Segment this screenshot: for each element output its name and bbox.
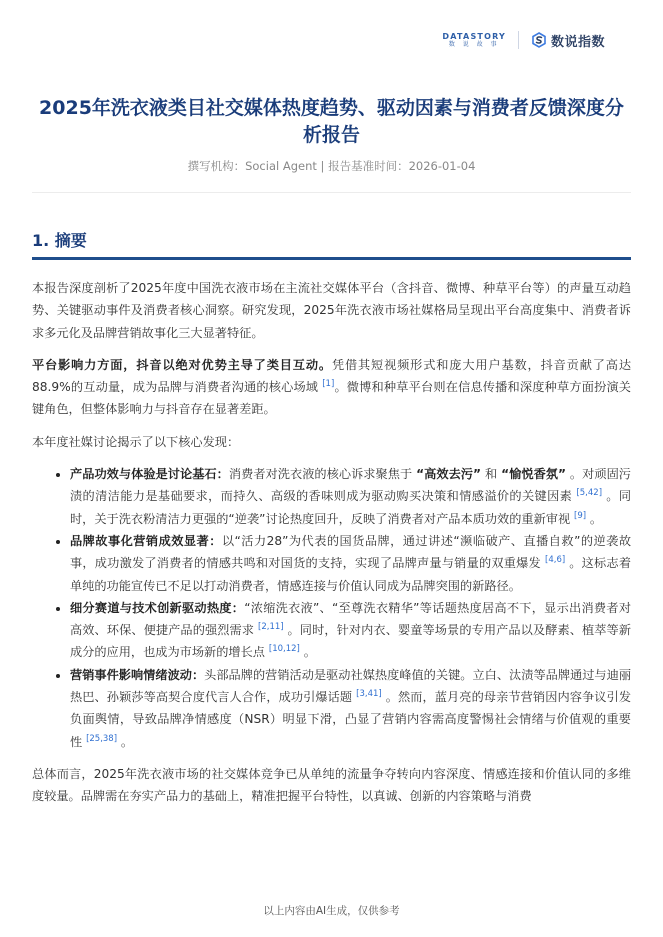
findings-list: [32, 463, 631, 753]
report-title: 2025年洗衣液类目社交媒体热度趋势、驱动因素与消费者反馈深度分析报告: [39, 97, 624, 146]
finding-text: 。对顽固污渍的清洁能力是基础要求，而持久、高级的香味则成为驱动购买决策和情感溢价的关键因素: [70, 467, 631, 504]
summary-intro: 本报告深度剖析了2025年度中国洗衣液市场在主流社交媒体平台（含抖音、微博、种草平台等）的声量互动趋势、关键驱动事件及消费者核心洞察。研究发现，2025年洗衣液市场社媒格局呈现出平台高度集中、消费者诉求多元化及品牌营销故事化三大显著特征。: [32, 281, 631, 340]
platform-bold: 平台影响力方面，抖音以绝对优势主导了类目互动。: [32, 357, 332, 372]
finding-text: 。然而，蓝月亮的母亲节营销因内容争议引发负面舆情，导致品牌净情感度（NSR）明显下滑，凸显了营销内容需高度警惕社会情绪与价值观的重要性: [70, 690, 632, 749]
datastory-logo-zh: 数 说 故 事: [448, 40, 500, 48]
platform-text-b: 。微博和种草平台则在信息传播和深度种草方面扮演关键角色，但整体影响力与抖音存在显著差距。: [32, 380, 631, 417]
finding-text: 。: [299, 645, 316, 660]
summary-content: [32, 277, 631, 818]
citation-ref[interactable]: [5,42]: [576, 488, 603, 499]
ai-disclaimer: 以上内容由AI生成，仅供参考: [263, 905, 400, 917]
brand-name: 数说指数: [550, 34, 605, 50]
platform-paragraph: [32, 354, 631, 421]
finding-label: 品牌故事化营销成效显著：: [70, 533, 222, 548]
finding-text: 。同时，针对内衣、婴童等场景的专用产品以及酵素、植萃等新成分的应用，也成为市场新的增长点: [70, 623, 632, 660]
summary-conclusion: 总体而言，2025年洗衣液市场的社交媒体竞争已从单纯的流量争夺转向内容深度、情感连接和价值认同的多维度较量。品牌需在夯实产品力的基础上，精准把握平台特性，以真诚、创新的内容策略与消费: [32, 766, 631, 804]
finding-text: 以“活力28”为代表的国货品牌，通过讲述“濒临破产、直播自救”的逆袭故事，成功激发了消费者的情感共鸣和对国货的支持，实现了品牌声量与销量的双重爆发: [70, 533, 632, 571]
findings-intro: 本年度社媒讨论揭示了以下核心发现：: [32, 434, 240, 449]
header-divider: [32, 192, 631, 193]
citation-ref[interactable]: [25,38]: [86, 733, 118, 744]
finding-label: 细分赛道与技术创新驱动热度：: [70, 600, 245, 615]
finding-text: “浓缩洗衣液”、“至尊洗衣精华”等话题热度居高不下，显示出消费者对高效、环保、便捷产品的强烈需求: [70, 600, 632, 638]
finding-text: 。: [586, 511, 603, 526]
shuoshuo-index-logo: [531, 31, 605, 50]
header-logos: [442, 30, 605, 50]
finding-item: [70, 463, 631, 530]
citation-ref[interactable]: [3,41]: [356, 688, 382, 699]
brand-s-icon: [531, 32, 547, 48]
citation-ref[interactable]: [9]: [574, 510, 587, 521]
finding-text: 头部品牌的营销活动是驱动社媒热度峰值的关键。立白、汰渍等品牌通过与迪丽热巴、孙颖莎等高契合度代言人合作，成功引爆话题: [70, 667, 632, 705]
finding-text: 。同时，关于洗衣粉清洁力更强的“逆袭”讨论热度回升，反映了消费者对产品本质功效的重新审视: [70, 489, 632, 526]
finding-text: 。: [117, 734, 134, 749]
finding-text: 。这标志着单纯的功能宣传已不足以打动消费者，情感连接与价值认同成为品牌突围的新路径。: [70, 556, 632, 593]
datastory-logo: [442, 32, 506, 49]
finding-label: 营销事件影响情绪波动：: [70, 667, 205, 682]
platform-text-a: 凭借其短视频形式和庞大用户基数，抖音贡献了高达88.9%的互动量，成为品牌与消费者沟通的核心场域: [32, 357, 632, 395]
finding-quote: “高效去污”: [416, 467, 482, 482]
finding-text: 和: [481, 467, 502, 482]
report-meta: 撰写机构：Social Agent | 报告基准时间：2026-01-04: [187, 159, 476, 173]
citation-ref[interactable]: [1]: [322, 379, 335, 390]
section-title: 1. 摘要: [32, 231, 87, 250]
finding-item: [70, 597, 631, 664]
citation-ref[interactable]: [10,12]: [268, 644, 300, 655]
finding-item: [70, 664, 631, 753]
logo-divider: [518, 31, 519, 49]
citation-ref[interactable]: [4,6]: [545, 555, 566, 566]
finding-item: [70, 530, 631, 597]
datastory-logo-en: DATASTORY: [442, 31, 506, 41]
section-divider: [32, 257, 631, 260]
finding-label: 产品功效与体验是讨论基石：: [70, 467, 229, 482]
finding-quote: “愉悦香氛”: [501, 467, 567, 482]
finding-text: 消费者对洗衣液的核心诉求聚焦于: [228, 467, 417, 482]
citation-ref[interactable]: [2,11]: [258, 622, 284, 633]
